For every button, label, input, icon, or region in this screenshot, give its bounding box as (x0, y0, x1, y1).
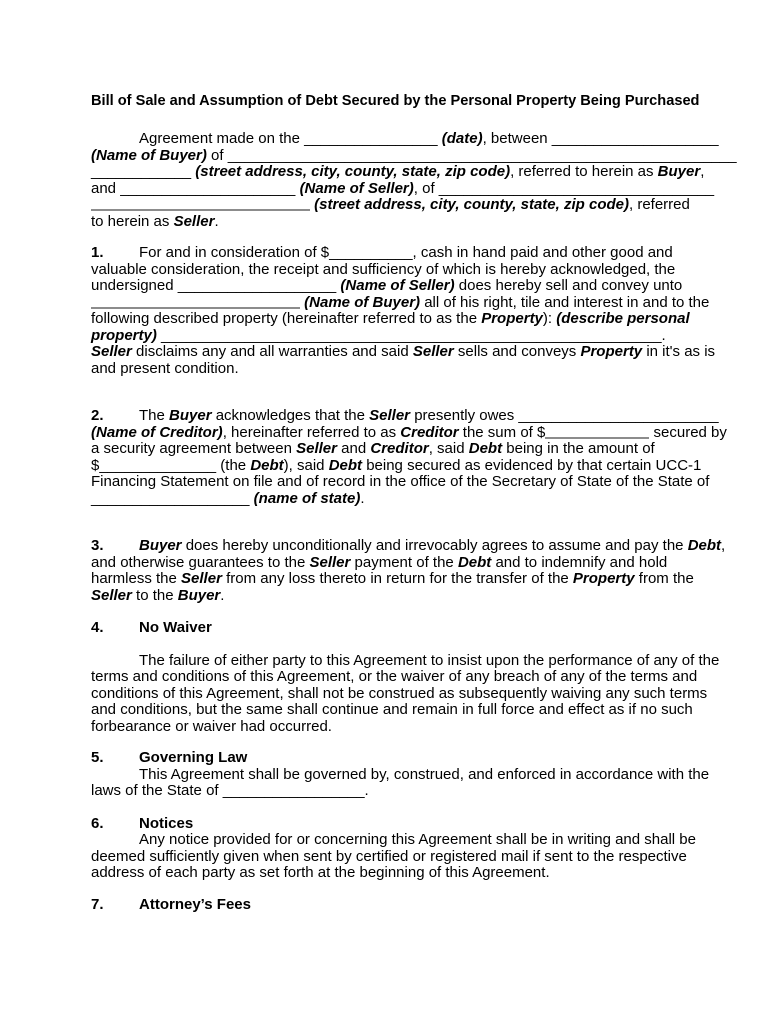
body-text: to the (131, 586, 178, 604)
text-line (91, 293, 710, 312)
body-text: secured by (649, 423, 727, 441)
text-line (91, 214, 679, 231)
emphasized-text: Debt (250, 456, 284, 474)
section-number: 4. (91, 619, 104, 636)
emphasized-text: Seller (91, 586, 132, 604)
text-line (91, 684, 708, 703)
text-line (91, 651, 720, 670)
emphasized-text: Property (481, 310, 543, 327)
form-field-line[interactable] (545, 425, 649, 439)
body-text: ___________________ (91, 489, 254, 507)
section-4-paragraph (91, 651, 720, 736)
body-text: ), said (283, 456, 329, 474)
emphasized-text: Attorney’s Fees (139, 895, 251, 913)
emphasized-text: Creditor (400, 423, 459, 441)
emphasized-text: Seller (173, 212, 215, 230)
emphasized-text: property) (91, 326, 157, 344)
body-text: sells and conveys (453, 343, 581, 360)
text-line (91, 491, 679, 508)
text-line (91, 750, 679, 767)
body-text: . (214, 212, 219, 230)
body-text: all of his right, tile and interest in and to the (420, 293, 710, 311)
body-text: conditions of this Agreement, shall not be construed as subsequently waiving any such terms (91, 684, 708, 702)
body-text: , referred to herein as (510, 163, 658, 180)
document-title: Bill of Sale and Assumption of Debt Secured by the Personal Property Being Purchased (91, 93, 700, 109)
text-line (91, 570, 694, 588)
body-text: in it's as is (642, 343, 716, 360)
text-line (91, 310, 690, 328)
section-number: 2. (91, 407, 104, 424)
emphasized-text: (Name of Creditor) (91, 423, 223, 441)
body-text: and _____________________ (91, 179, 300, 197)
text-line (91, 537, 726, 555)
emphasized-text: Debt (468, 440, 503, 457)
text-line (91, 441, 679, 458)
body-text: The failure of either party to this Agreement to insist upon the performance of any of the (139, 651, 720, 669)
section-number: 3. (91, 537, 104, 554)
text-line (91, 668, 698, 686)
text-line (91, 719, 679, 736)
text-line (91, 163, 705, 181)
body-text: the sum of $ (458, 423, 546, 441)
section-3 (91, 537, 726, 604)
text-line (91, 130, 719, 148)
emphasized-text: Seller (91, 343, 132, 360)
text-line (91, 865, 679, 882)
section-number: 6. (91, 814, 104, 832)
body-text: The (139, 407, 170, 424)
body-text: ____________________________________________________________. (156, 326, 666, 344)
section-1 (91, 244, 716, 377)
body-text: and to indemnify and hold (491, 553, 668, 571)
body-text: and conditions, but the same shall continue and remain in full force and effect as if no such (91, 701, 693, 718)
text-line (91, 473, 710, 491)
emphasized-text: (date) (441, 130, 483, 147)
text-line (91, 456, 702, 475)
body-text: disclaims any and all warranties and said (131, 343, 413, 360)
emphasized-text: Notices (139, 814, 194, 832)
emphasized-text: (Name of Buyer) (91, 146, 207, 164)
section-5 (91, 749, 710, 800)
body-text: , referred (628, 196, 690, 213)
body-text: acknowledges that the (211, 407, 370, 424)
form-field-line[interactable] (91, 197, 310, 211)
emphasized-text: Debt (457, 553, 492, 571)
body-text: presently owes ________________________ (410, 407, 719, 424)
text-line (91, 343, 716, 361)
body-text: being in the amount of (502, 440, 655, 457)
emphasized-text: Property (572, 570, 635, 587)
emphasized-text: (Name of Seller) (340, 277, 455, 294)
body-text: a security agreement between (91, 440, 297, 457)
body-text: , hereinafter referred to as (222, 423, 401, 441)
emphasized-text: Seller (181, 570, 222, 587)
section-7 (91, 897, 679, 914)
body-text: Agreement made on the ________________ (139, 130, 442, 147)
text-line (91, 555, 679, 572)
intro-paragraph (91, 130, 737, 230)
body-text: ): (542, 310, 557, 327)
body-text: laws of the State of _________________. (91, 782, 369, 799)
text-line (91, 196, 690, 214)
body-text: $______________ (the (91, 456, 251, 474)
text-line (91, 262, 679, 279)
body-text: , said (428, 440, 469, 457)
body-text: does hereby sell and convey unto (454, 277, 683, 294)
section-6 (91, 814, 696, 882)
text-line (91, 847, 687, 866)
body-text: of _____________________________________________________________ (206, 146, 737, 164)
text-line (91, 245, 679, 262)
body-text: and (337, 440, 371, 457)
body-text: from the (634, 570, 694, 587)
emphasized-text: (describe personal (556, 310, 690, 327)
section-number: 7. (91, 895, 104, 913)
emphasized-text: Buyer (657, 163, 701, 180)
emphasized-text: Debt (328, 456, 363, 474)
text-line (91, 783, 679, 800)
emphasized-text: Creditor (370, 440, 429, 457)
body-text: This Agreement shall be governed by, construed, and enforced in accordance with the (139, 765, 710, 783)
section-number: 5. (91, 749, 104, 766)
body-text: , (721, 537, 726, 554)
text-line (91, 277, 683, 295)
text-line (91, 701, 693, 719)
emphasized-text: Seller (412, 343, 454, 360)
body-text: . (220, 586, 225, 604)
body-text: deemed sufficiently given when sent by certified or registered mail if sent to the respective (91, 847, 687, 865)
emphasized-text: Seller (296, 440, 337, 457)
body-text: harmless the (91, 570, 182, 587)
text-line (91, 179, 715, 198)
text-line (91, 765, 710, 784)
body-text: undersigned ___________________ (91, 277, 341, 294)
text-line (91, 361, 679, 378)
body-text: and otherwise guarantees to the (91, 553, 310, 571)
body-text: from any loss thereto in return for the transfer of the (221, 570, 573, 587)
body-text: ____________ (91, 163, 196, 180)
emphasized-text: (street address, city, county, state, zip code) (195, 163, 511, 180)
emphasized-text: Buyer (169, 407, 212, 424)
text-line (91, 146, 737, 165)
emphasized-text: Debt (687, 537, 722, 554)
text-line (91, 620, 679, 637)
emphasized-text: Seller (369, 407, 411, 424)
emphasized-text: Property (580, 343, 643, 360)
section-number: 1. (91, 244, 104, 261)
body-text: Any notice provided for or concerning this Agreement shall be in writing and shall be (139, 831, 696, 848)
body-text: valuable consideration, the receipt and sufficiency of which is hereby acknowledged, the (91, 260, 676, 278)
emphasized-text: Governing Law (139, 749, 248, 766)
body-text: , between ____________________ (482, 130, 719, 147)
body-text: , of _________________________________ (413, 179, 715, 197)
text-line (91, 897, 679, 914)
text-line (91, 831, 696, 849)
body-text: does hereby unconditionally and irrevocably agrees to assume and pay the (181, 537, 688, 554)
emphasized-text: (name of state) (253, 489, 361, 507)
body-text: . (360, 489, 365, 507)
body-text: Financing Statement on file and of record in the office of the Secretary of State of the State of (91, 473, 710, 490)
emphasized-text: No Waiver (139, 619, 212, 636)
emphasized-text: (street address, city, county, state, zip code) (314, 196, 629, 213)
form-field-line[interactable] (91, 295, 300, 309)
body-text: to herein as (91, 212, 174, 230)
text-line (91, 588, 679, 605)
body-text: terms and conditions of this Agreement, or the waiver of any breach of any of the terms and (91, 668, 698, 685)
emphasized-text: (Name of Buyer) (304, 293, 421, 311)
emphasized-text: Seller (309, 553, 351, 571)
emphasized-text: Buyer (139, 537, 182, 554)
body-text: and present condition. (91, 359, 239, 377)
text-line (91, 423, 727, 442)
text-line (91, 816, 679, 833)
body-text: forbearance or waiver had occurred. (91, 717, 332, 735)
section-4-heading (91, 620, 679, 637)
section-2 (91, 407, 727, 507)
body-text: payment of the (350, 553, 458, 571)
emphasized-text: (Name of Seller) (299, 179, 414, 197)
body-text: being secured as evidenced by that certain UCC-1 (362, 456, 702, 474)
document-body (91, 130, 737, 913)
body-text: , (700, 163, 705, 180)
text-line (91, 328, 679, 345)
body-text: following described property (hereinafter referred to as the (91, 310, 482, 327)
document-content (91, 93, 737, 913)
emphasized-text: Buyer (177, 586, 221, 604)
body-text: address of each party as set forth at the beginning of this Agreement. (91, 864, 550, 881)
body-text: For and in consideration of $__________, cash in hand paid and other good and (139, 244, 673, 261)
text-line (91, 407, 719, 425)
